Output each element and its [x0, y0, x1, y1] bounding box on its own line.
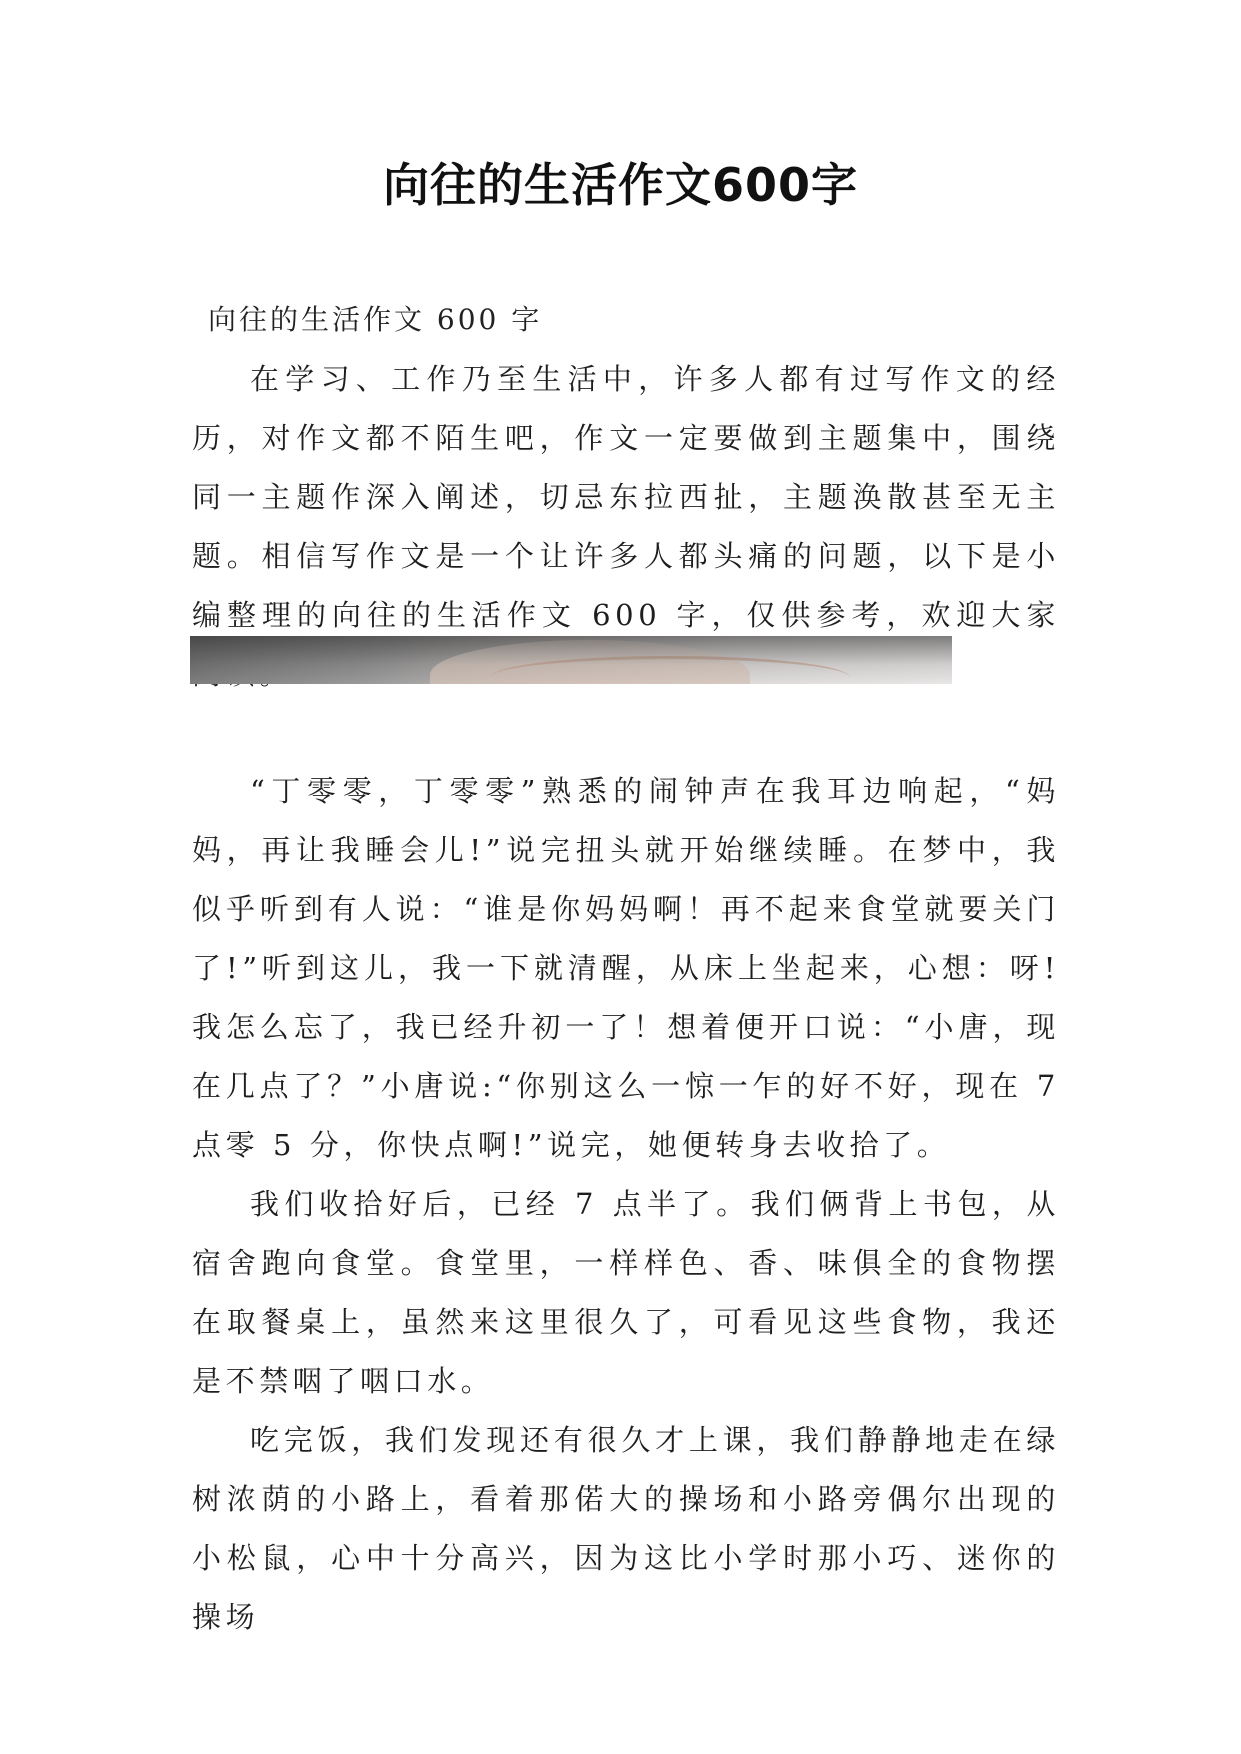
document-subtitle: 向往的生活作文 600 字	[208, 303, 543, 336]
story-paragraph-1: “丁零零，丁零零”熟悉的闹钟声在我耳边响起，“妈妈，再让我睡会儿!”说完扭头就开始继续睡。在梦中，我似乎听到有人说：“谁是你妈妈啊！再不起来食堂就要关门了!”听到这儿，我一下就清醒，从床上坐起来，心想：呀!我怎么忘了，我已经升初一了！想着便开口说：“小唐，现在几点了？”小唐说:“你别这么一惊一乍的好不好，现在 7 点零 5 分，你快点啊!”说完，她便转身去收拾了。	[192, 774, 1060, 1162]
document-title: 向往的生活作文600字	[382, 158, 859, 212]
story-paragraph-2: 我们收拾好后，已经 7 点半了。我们俩背上书包，从宿舍跑向食堂。食堂里，一样样色、香、味俱全的食物摆在取餐桌上，虽然来这里很久了，可看见这些食物，我还是不禁咽了咽口水。	[192, 1187, 1060, 1398]
intro-paragraph: 在学习、工作乃至生活中，许多人都有过写作文的经历，对作文都不陌生吧，作文一定要做到主题集中，围绕同一主题作深入阐述，切忌东拉西扯，主题涣散甚至无主题。相信写作文是一个让许多人都头痛的问题，以下是小编整理的向往的生活作文 600 字，仅供参考，欢迎大家	[192, 362, 1060, 632]
story-section	[192, 762, 1060, 1647]
story-paragraph-3: 吃完饭，我们发现还有很久才上课，我们静静地走在绿树浓荫的小路上，看着那偌大的操场和小路旁偶尔出现的小松鼠，心中十分高兴，因为这比小学时那小巧、迷你的操场	[192, 1423, 1060, 1634]
banner-shadow	[190, 636, 952, 684]
banner-image	[190, 636, 952, 684]
